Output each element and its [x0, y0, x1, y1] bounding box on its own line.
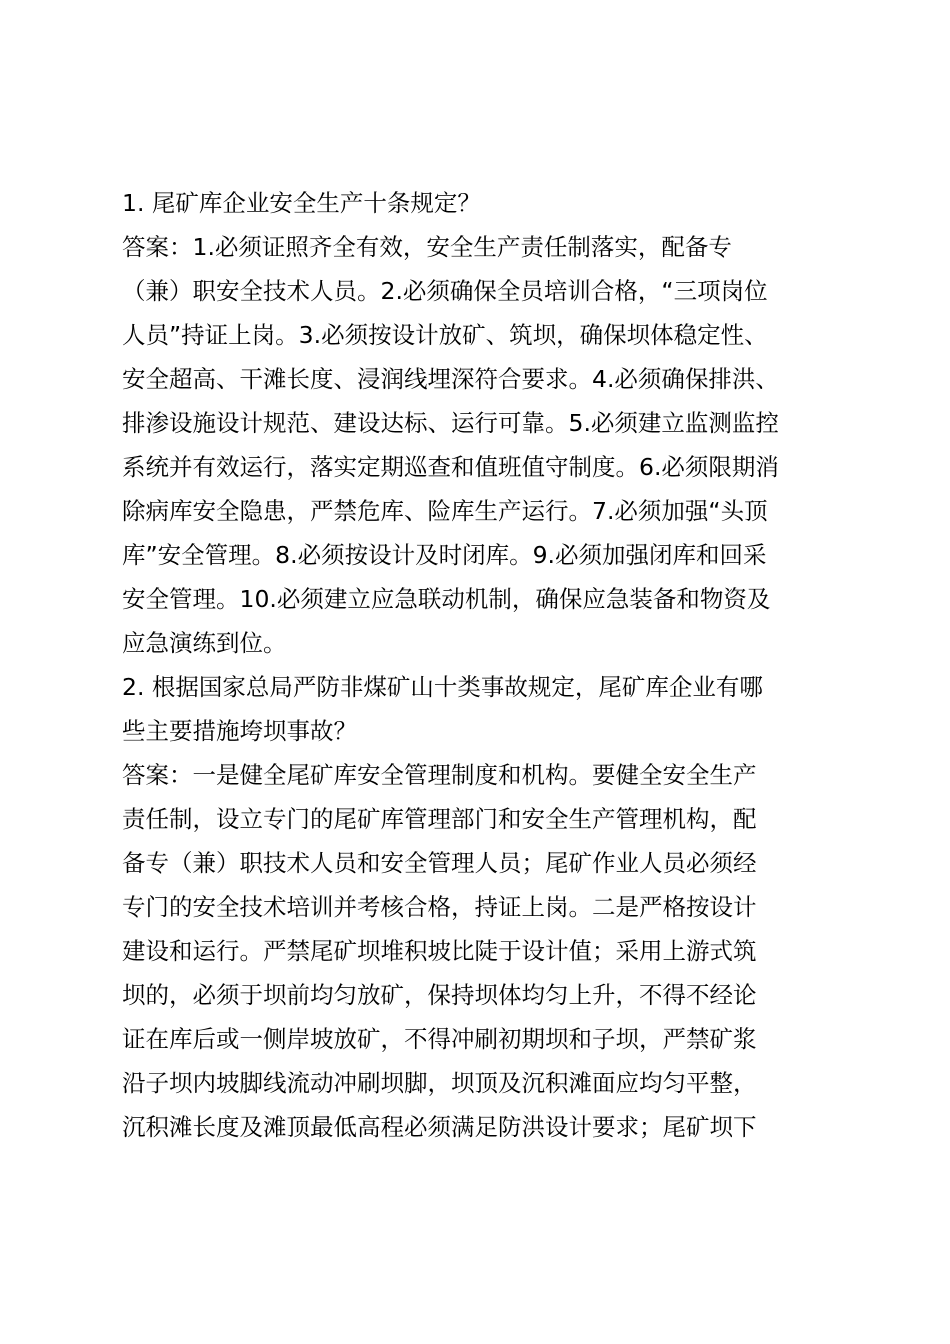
- answer-2-text-line: 证在库后或一侧岸坡放矿，不得冲刷初期坝和子坝，严禁矿浆: [122, 1025, 757, 1053]
- answer-2-text-line: 建设和运行。严禁尾矿坝堆积坡比陡于设计值；采用上游式筑: [122, 937, 757, 965]
- question-2-title: 些主要措施垮坝事故？: [122, 717, 357, 745]
- document-body: [122, 181, 842, 1149]
- answer-2-text-line: 答案：一是健全尾矿库安全管理制度和机构。要健全安全生产: [122, 761, 757, 789]
- question-1-title: 1. 尾矿库企业安全生产十条规定？: [122, 189, 481, 217]
- answer-2-text-line: 责任制，设立专门的尾矿库管理部门和安全生产管理机构，配: [122, 805, 757, 833]
- answer-1-text-line: 库”安全管理。8.必须按设计及时闭库。9.必须加强闭库和回采: [122, 541, 767, 569]
- answer-1-text-line: 人员”持证上岗。3.必须按设计放矿、筑坝，确保坝体稳定性、: [122, 321, 768, 349]
- answer-2-text-line: 沿子坝内坡脚线流动冲刷坝脚，坝顶及沉积滩面应均匀平整，: [122, 1069, 757, 1097]
- answer-1-text-line: （兼）职安全技术人员。2.必须确保全员培训合格，“三项岗位: [122, 277, 768, 305]
- answer-2-text-line: 沉积滩长度及滩顶最低高程必须满足防洪设计要求；尾矿坝下: [122, 1113, 757, 1141]
- answer-2-text-line: 专门的安全技术培训并考核合格，持证上岗。二是严格按设计: [122, 893, 757, 921]
- answer-1-text-line: 应急演练到位。: [122, 629, 287, 657]
- answer-1-text-line: 答案：1.必须证照齐全有效，安全生产责任制落实，配备专: [122, 233, 732, 261]
- answer-1-text-line: 系统并有效运行，落实定期巡查和值班值守制度。6.必须限期消: [122, 453, 779, 481]
- answer-1-text-line: 除病库安全隐患，严禁危库、险库生产运行。7.必须加强“头顶: [122, 497, 768, 525]
- answer-2-text-line: 坝的，必须于坝前均匀放矿，保持坝体均匀上升，不得不经论: [122, 981, 757, 1009]
- answer-1-text-line: 安全超高、干滩长度、浸润线埋深符合要求。4.必须确保排洪、: [122, 365, 779, 393]
- answer-1-text-line: 安全管理。10.必须建立应急联动机制，确保应急装备和物资及: [122, 585, 771, 613]
- answer-2-text-line: 备专（兼）职技术人员和安全管理人员；尾矿作业人员必须经: [122, 849, 757, 877]
- answer-1-text-line: 排渗设施设计规范、建设达标、运行可靠。5.必须建立监测监控: [122, 409, 779, 437]
- question-2-title: 2. 根据国家总局严防非煤矿山十类事故规定，尾矿库企业有哪: [122, 673, 763, 701]
